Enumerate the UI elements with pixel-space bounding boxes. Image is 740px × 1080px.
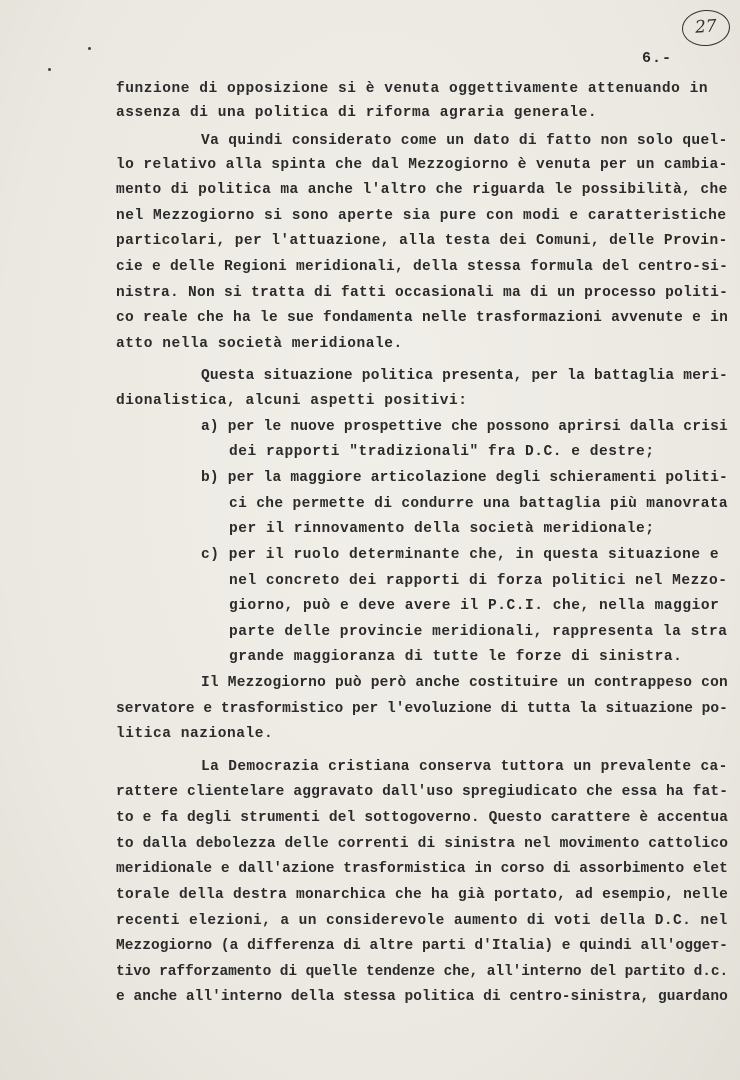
text-line: meridionale e dall'azione trasformistica in corso di assorbimento elet (116, 861, 728, 877)
text-line: cie e delle Regioni meridionali, della stessa formula del centro-si- (116, 259, 729, 275)
margin-mark (48, 68, 51, 71)
text-line: dionalistica, alcuni aspetti positivi: (116, 393, 468, 409)
text-line: Mezzogiorno (a differenza di altre parti d'Italia) e quindi all'oggет- (116, 938, 728, 954)
text-line: recenti elezioni, a un considerevole aumento di voti della D.C. nel (116, 913, 728, 929)
text-line: servatore e trasformistico per l'evoluzione di tutta la situazione po- (116, 701, 728, 717)
text-line: litica nazionale. (116, 726, 274, 742)
text-line: Il Mezzogiorno può però anche costituire un contrappeso con (201, 675, 728, 691)
text-line: e anche all'interno della stessa politica di centro-sinistra, guardano (116, 989, 728, 1005)
list-item-b: b) per la maggiore articolazione degli schieramenti politi- (201, 470, 728, 486)
text-line: nel Mezzogiorno si sono aperte sia pure con modi e caratteristiche (116, 208, 727, 224)
text-line: to dalla debolezza delle correnti di sinistra nel movimento cattolico (116, 836, 729, 852)
archive-number-stamp: 27 (681, 8, 731, 47)
text-line: particolari, per l'attuazione, alla testa dei Comuni, delle Provin- (116, 233, 728, 249)
text-line: ci che permette di condurre una battaglia più manovrata (229, 496, 728, 512)
text-line: nel concreto dei rapporti di forza politici nel Mezzo- (229, 573, 728, 589)
list-item-a: a) per le nuove prospettive che possono aprirsi dalla crisi (201, 419, 728, 435)
page-number: 6.- (642, 50, 673, 67)
text-line: Va quindi considerato come un dato di fatto non solo quel- (201, 133, 728, 149)
text-line: atto nella società meridionale. (116, 336, 403, 352)
text-line: La Democrazia cristiana conserva tuttora un prevalente ca- (201, 759, 728, 775)
text-line: mento di politica ma anche l'altro che riguarda le possibilità, che (116, 182, 728, 198)
text-line: parte delle provincie meridionali, rappresenta la stra (229, 624, 728, 640)
text-line: torale della destra monarchica che ha già portato, ad esempio, nelle (116, 887, 729, 903)
text-line: dei rapporti "tradizionali" fra D.C. e destre; (229, 444, 655, 460)
text-line: rattere clientelare aggravato dall'uso spregiudicato che essa ha fat- (116, 784, 729, 800)
text-line: to e fa degli strumenti del sottogoverno. Questo carattere è accentua (116, 810, 729, 826)
text-line: co reale che ha le sue fondamenta nelle trasformazioni avvenute e in (116, 310, 729, 326)
list-item-c: c) per il ruolo determinante che, in questa situazione e (201, 547, 720, 563)
text-line: assenza di una politica di riforma agraria generale. (116, 105, 598, 121)
text-line: lo relativo alla spinta che dal Mezzogiorno è venuta per un cambia- (116, 157, 728, 173)
text-line: giorno, può e deve avere il P.C.I. che, nella maggior (229, 598, 720, 614)
text-line: Questa situazione politica presenta, per la battaglia meri- (201, 368, 728, 384)
text-line: funzione di opposizione si è venuta oggettivamente attenuando in (116, 81, 709, 97)
text-line: per il rinnovamento della società meridionale; (229, 521, 655, 537)
text-line: nistra. Non si tratta di fatti occasionali ma di un processo politi- (116, 285, 729, 301)
text-line: grande maggioranza di tutte le forze di sinistra. (229, 649, 683, 665)
margin-mark (88, 47, 91, 50)
text-line: tivo rafforzamento di quelle tendenze che, all'interno del partito d.c. (116, 964, 729, 980)
